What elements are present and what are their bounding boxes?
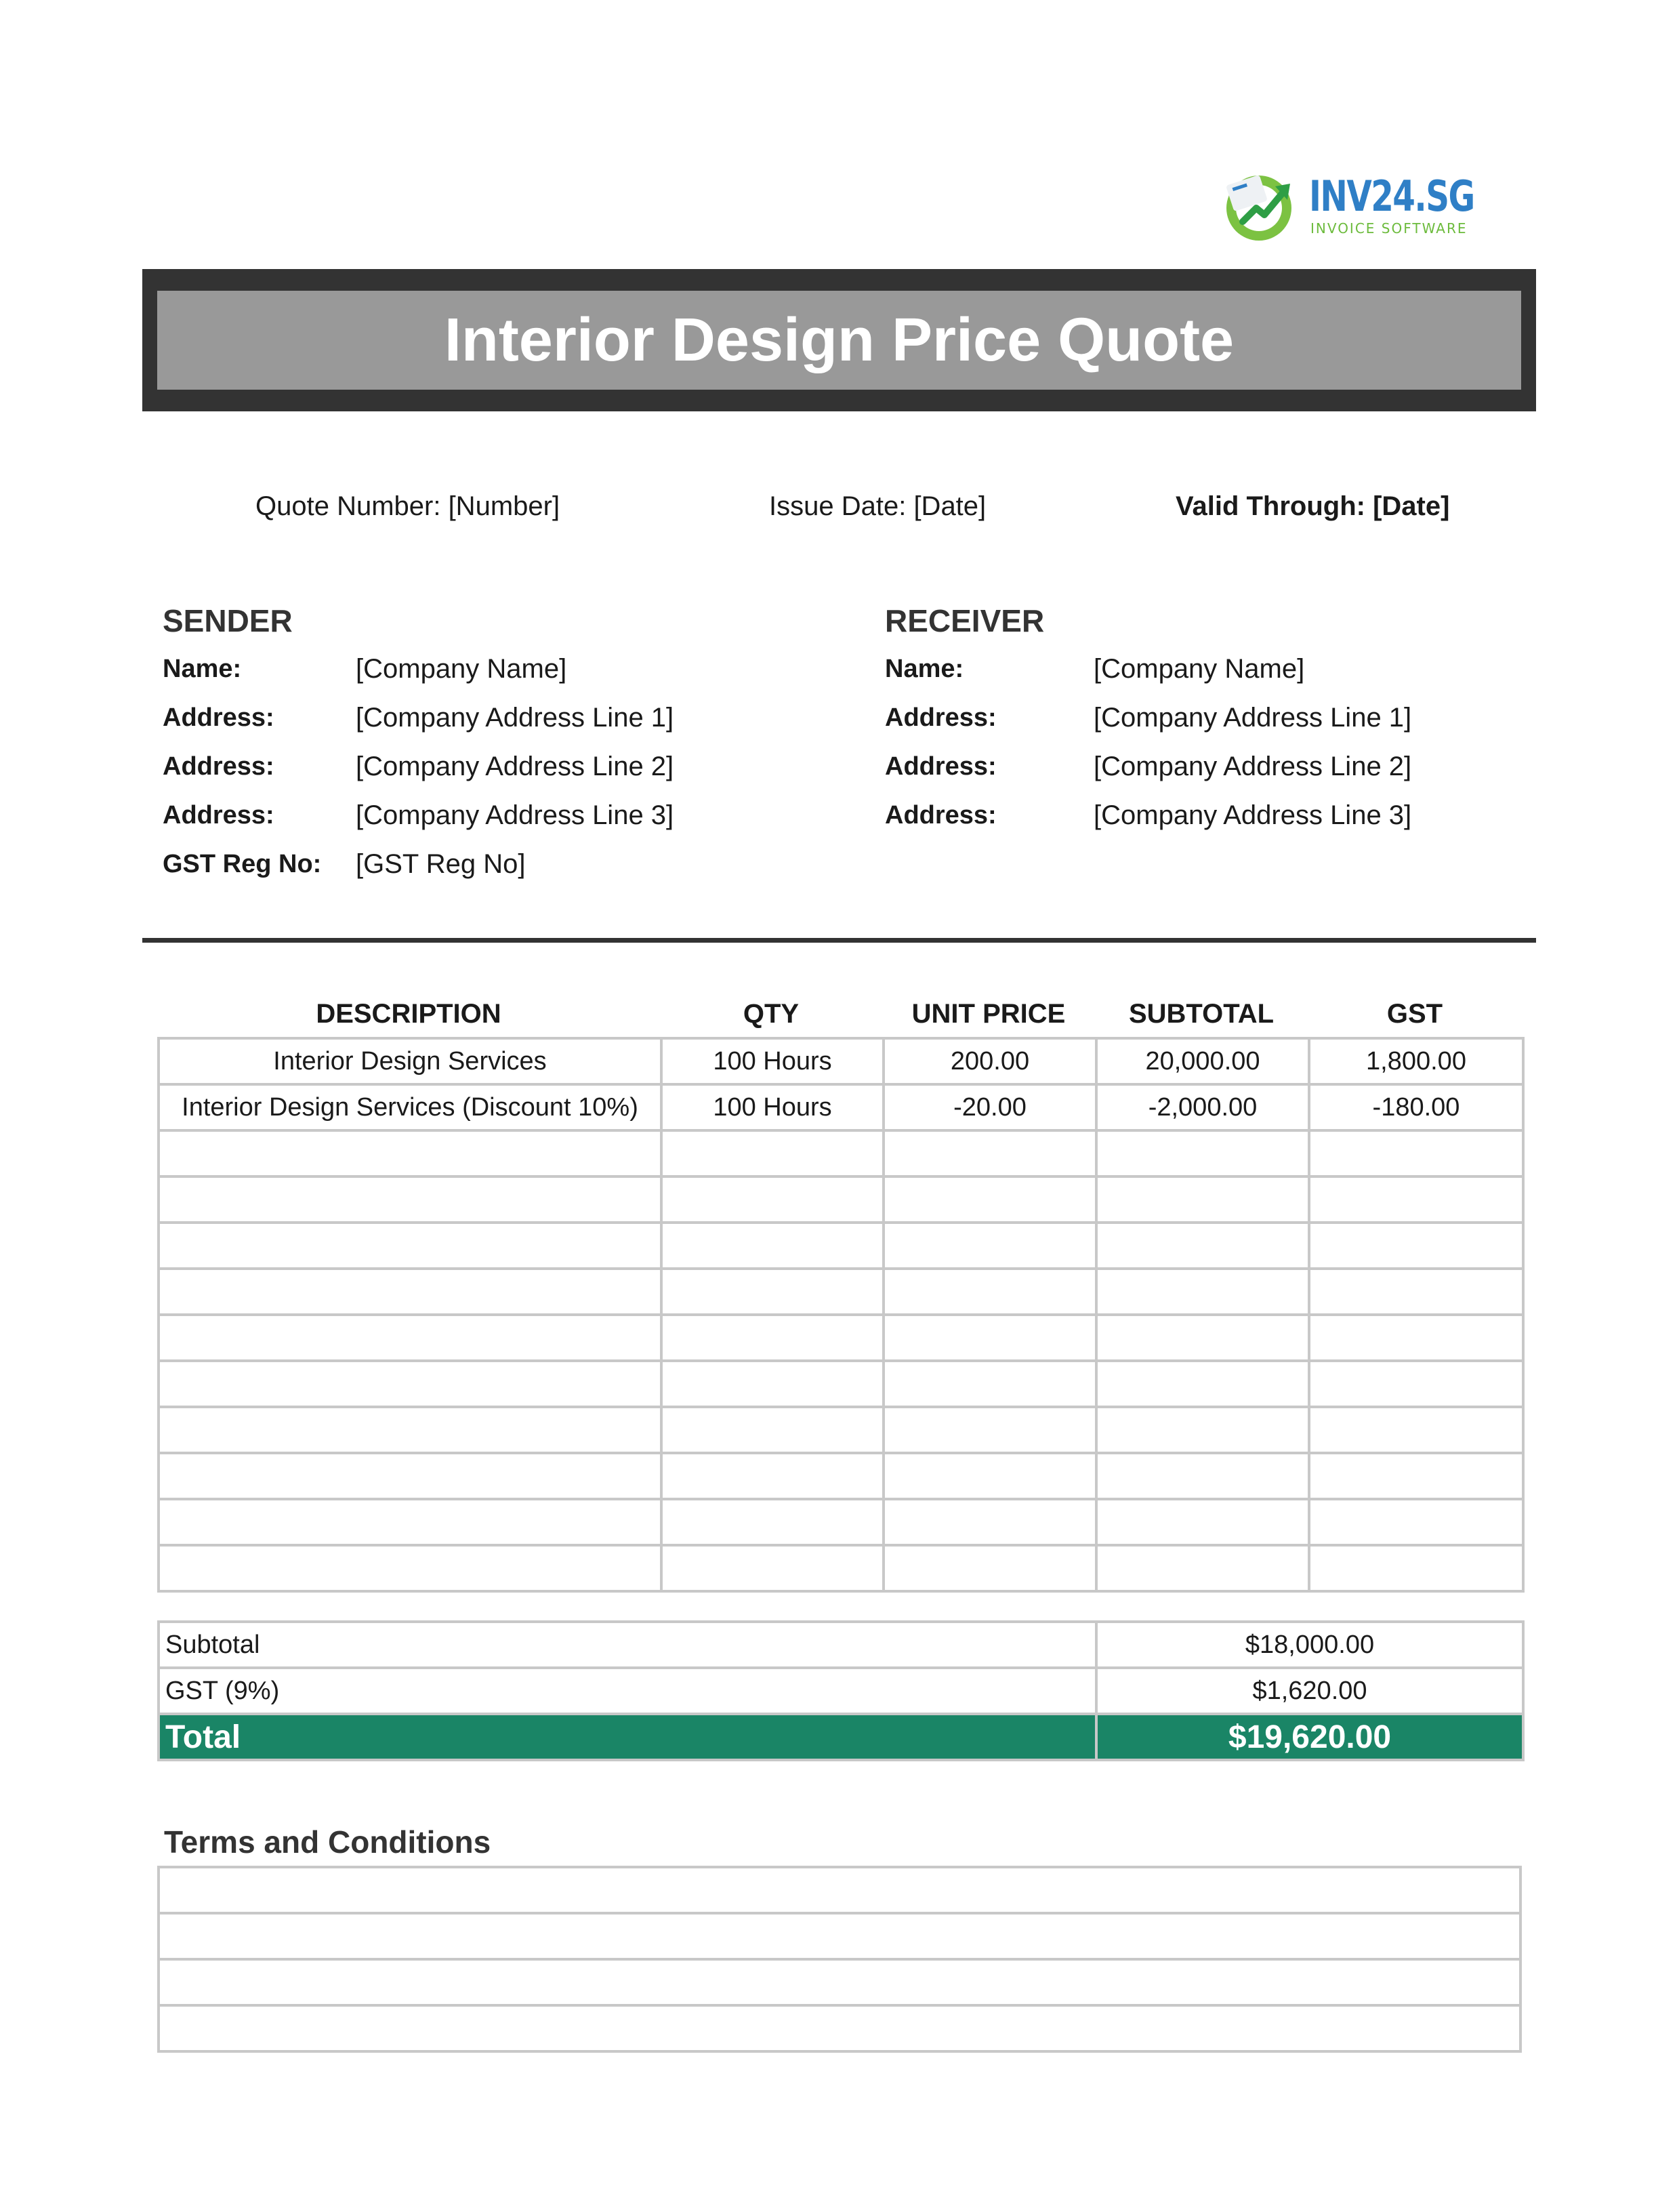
quote-number: Quote Number: [Number] xyxy=(255,491,560,521)
table-row-empty xyxy=(159,1176,1523,1223)
receiver-name-value: [Company Name] xyxy=(1094,654,1305,684)
sender-name-value: [Company Name] xyxy=(356,654,567,684)
item-gst: -180.00 xyxy=(1309,1084,1523,1130)
item-gst: 1,800.00 xyxy=(1309,1038,1523,1084)
total-label: Total xyxy=(159,1714,1096,1760)
receiver-heading: RECEIVER xyxy=(885,603,1045,638)
sender-heading: SENDER xyxy=(163,603,293,638)
sender-address2-value: [Company Address Line 2] xyxy=(356,752,674,781)
sender-name-label: Name: xyxy=(163,655,242,683)
table-row-empty xyxy=(159,1130,1523,1176)
title-banner xyxy=(142,269,1536,411)
section-divider xyxy=(142,938,1536,943)
receiver-address1-label: Address: xyxy=(885,703,997,732)
table-row-empty xyxy=(159,1223,1523,1269)
valid-through: Valid Through: [Date] xyxy=(1176,491,1450,521)
table-row xyxy=(159,1084,1523,1130)
issue-date: Issue Date: [Date] xyxy=(769,491,987,521)
sender-address2-label: Address: xyxy=(163,752,274,781)
table-row-empty xyxy=(159,1361,1523,1407)
item-subtotal: 20,000.00 xyxy=(1096,1038,1309,1084)
sender-address1-value: [Company Address Line 1] xyxy=(356,703,674,733)
gst-row xyxy=(159,1668,1523,1714)
logo-chart-icon xyxy=(1220,166,1301,247)
item-subtotal: -2,000.00 xyxy=(1096,1084,1309,1130)
terms-heading: Terms and Conditions xyxy=(164,1824,491,1860)
item-unit-price: 200.00 xyxy=(884,1038,1096,1084)
receiver-address3-label: Address: xyxy=(885,801,997,830)
sender-address1-label: Address: xyxy=(163,703,274,732)
table-row xyxy=(159,1038,1523,1084)
gst-label: GST (9%) xyxy=(159,1668,1096,1714)
terms-line xyxy=(159,1913,1520,1959)
table-row-empty xyxy=(159,1453,1523,1499)
terms-line xyxy=(159,1867,1520,1913)
table-row-empty xyxy=(159,1499,1523,1545)
terms-line xyxy=(159,1959,1520,2005)
item-description: Interior Design Services (Discount 10%) xyxy=(159,1084,661,1130)
subtotal-row xyxy=(159,1622,1523,1668)
header-qty: QTY xyxy=(743,998,800,1029)
receiver-address1-value: [Company Address Line 1] xyxy=(1094,703,1412,733)
header-unit-price: UNIT PRICE xyxy=(911,998,1066,1029)
receiver-address3-value: [Company Address Line 3] xyxy=(1094,800,1412,830)
table-row-empty xyxy=(159,1545,1523,1591)
item-unit-price: -20.00 xyxy=(884,1084,1096,1130)
header-gst: GST xyxy=(1386,998,1443,1029)
logo-name: INV24.SG xyxy=(1309,171,1474,221)
sender-address3-value: [Company Address Line 3] xyxy=(356,800,674,830)
item-qty: 100 Hours xyxy=(661,1038,884,1084)
item-qty: 100 Hours xyxy=(661,1084,884,1130)
terms-table xyxy=(157,1866,1522,2053)
terms-line xyxy=(159,2005,1520,2051)
sender-address3-label: Address: xyxy=(163,801,274,830)
logo-tagline: INVOICE SOFTWARE xyxy=(1310,220,1468,237)
page-title: Interior Design Price Quote xyxy=(444,306,1235,374)
receiver-address2-label: Address: xyxy=(885,752,997,781)
table-row-empty xyxy=(159,1407,1523,1453)
receiver-address2-value: [Company Address Line 2] xyxy=(1094,752,1412,781)
items-table xyxy=(157,1037,1525,1593)
header-subtotal: SUBTOTAL xyxy=(1128,998,1275,1029)
gst-value: $1,620.00 xyxy=(1096,1668,1523,1714)
total-row xyxy=(159,1714,1523,1760)
total-value: $19,620.00 xyxy=(1096,1714,1523,1760)
subtotal-value: $18,000.00 xyxy=(1096,1622,1523,1668)
totals-table xyxy=(157,1620,1525,1761)
header-description: DESCRIPTION xyxy=(316,998,501,1029)
sender-gst-label: GST Reg No: xyxy=(163,850,322,878)
table-row-empty xyxy=(159,1269,1523,1315)
sender-gst-value: [GST Reg No] xyxy=(356,849,526,879)
company-logo xyxy=(1220,166,1474,247)
table-row-empty xyxy=(159,1315,1523,1361)
subtotal-label: Subtotal xyxy=(159,1622,1096,1668)
receiver-name-label: Name: xyxy=(885,655,964,683)
title-banner-inner xyxy=(157,291,1521,390)
item-description: Interior Design Services xyxy=(159,1038,661,1084)
